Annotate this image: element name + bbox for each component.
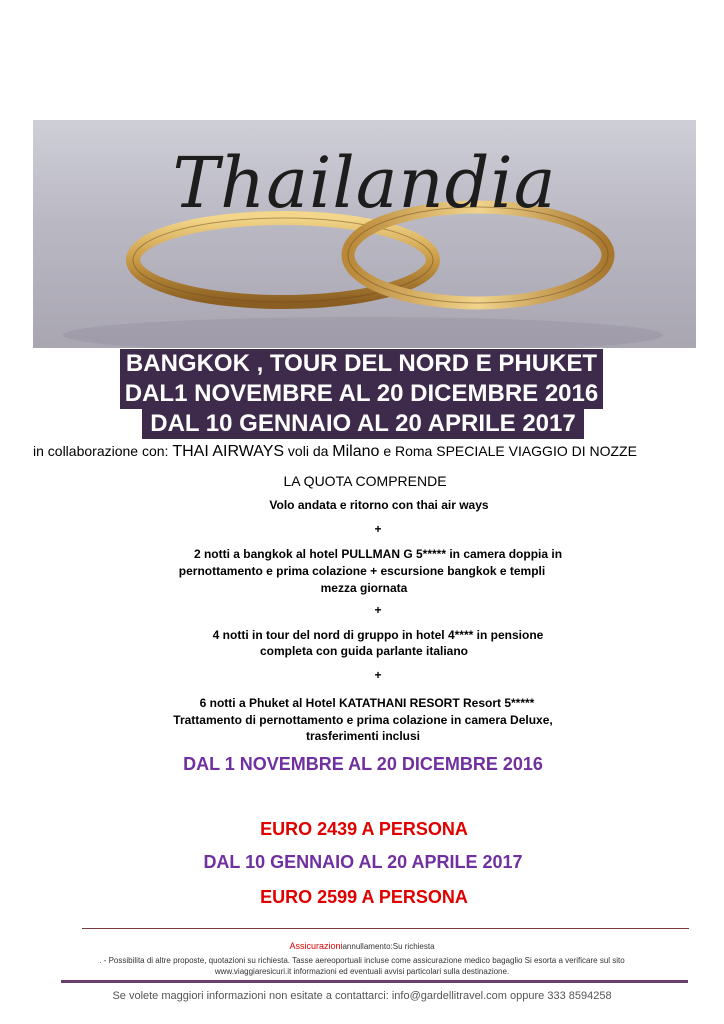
item-phuket-line-2: Trattamento di pernottamento e prima colazione in camera Deluxe, xyxy=(173,713,553,727)
collab-airline: THAI AIRWAYS xyxy=(172,443,285,460)
item-phuket-line-1: 6 notti a Phuket al Hotel KATATHANI RESORT Resort 5***** xyxy=(199,696,535,710)
price-amount-2: EURO 2599 A PERSONA xyxy=(260,887,468,907)
hero-title: Thailandia xyxy=(172,142,557,224)
insurance-note xyxy=(0,941,724,952)
footer-divider xyxy=(61,980,688,983)
item-tour-line-2: completa con guida parlante italiano xyxy=(259,644,469,658)
collaboration-line xyxy=(33,443,637,461)
insurance-text: annullamento:Su richiesta xyxy=(342,942,435,951)
note-line-2: . - Possibilita di altre proposte, quotazioni su richiesta. Tasse aereoportuali incluse come assicurazione medico bagaglio Si esorta a verificare sul sito xyxy=(99,956,625,965)
footer-contact: Se volete maggiori informazioni non esitate a contattarci: info@gardellitravel.com oppure 333 8594258 xyxy=(112,990,612,1002)
collab-city: Milano xyxy=(332,443,380,460)
headline-line-1: BANGKOK , TOUR DEL NORD E PHUKET xyxy=(120,349,603,379)
collab-mid: voli da xyxy=(284,443,333,459)
item-bangkok-line-3: mezza giornata xyxy=(320,581,408,595)
item-bangkok-line-1: 2 notti a bangkok al hotel PULLMAN G 5***** in camera doppia in xyxy=(193,547,563,561)
collab-suffix: e Roma SPECIALE VIAGGIO DI NOZZE xyxy=(379,443,637,459)
headline-line-3: DAL 10 GENNAIO AL 20 APRILE 2017 xyxy=(142,409,584,439)
price-period-1: DAL 1 NOVEMBRE AL 20 DICEMBRE 2016 xyxy=(183,754,543,774)
item-plus-2: + xyxy=(374,603,382,617)
price-period-2: DAL 10 GENNAIO AL 20 APRILE 2017 xyxy=(203,852,523,872)
headline-line-2: DAL1 NOVEMBRE AL 20 DICEMBRE 2016 xyxy=(120,379,603,409)
hero-image xyxy=(33,120,696,348)
item-phuket-line-3: trasferimenti inclusi xyxy=(305,729,421,743)
quota-title: LA QUOTA COMPRENDE xyxy=(283,473,447,489)
item-plus-1: + xyxy=(374,522,382,536)
price-amount-1: EURO 2439 A PERSONA xyxy=(260,819,468,839)
item-bangkok-line-2: pernottamento e prima colazione + escursione bangkok e templi xyxy=(178,564,546,578)
item-tour-line-1: 4 notti in tour del nord di gruppo in hotel 4**** in pensione xyxy=(212,628,544,642)
note-line-3: www.viaggiaresicuri.it informazioni ed eventuali avvisi particolari sulla destinazione. xyxy=(214,967,510,976)
insurance-label: Assicurazioni xyxy=(289,941,343,951)
item-plus-3: + xyxy=(374,668,382,682)
collab-prefix: in collaborazione con: xyxy=(33,443,173,459)
item-flight: Volo andata e ritorno con thai air ways xyxy=(269,498,489,512)
divider-line xyxy=(82,928,689,929)
